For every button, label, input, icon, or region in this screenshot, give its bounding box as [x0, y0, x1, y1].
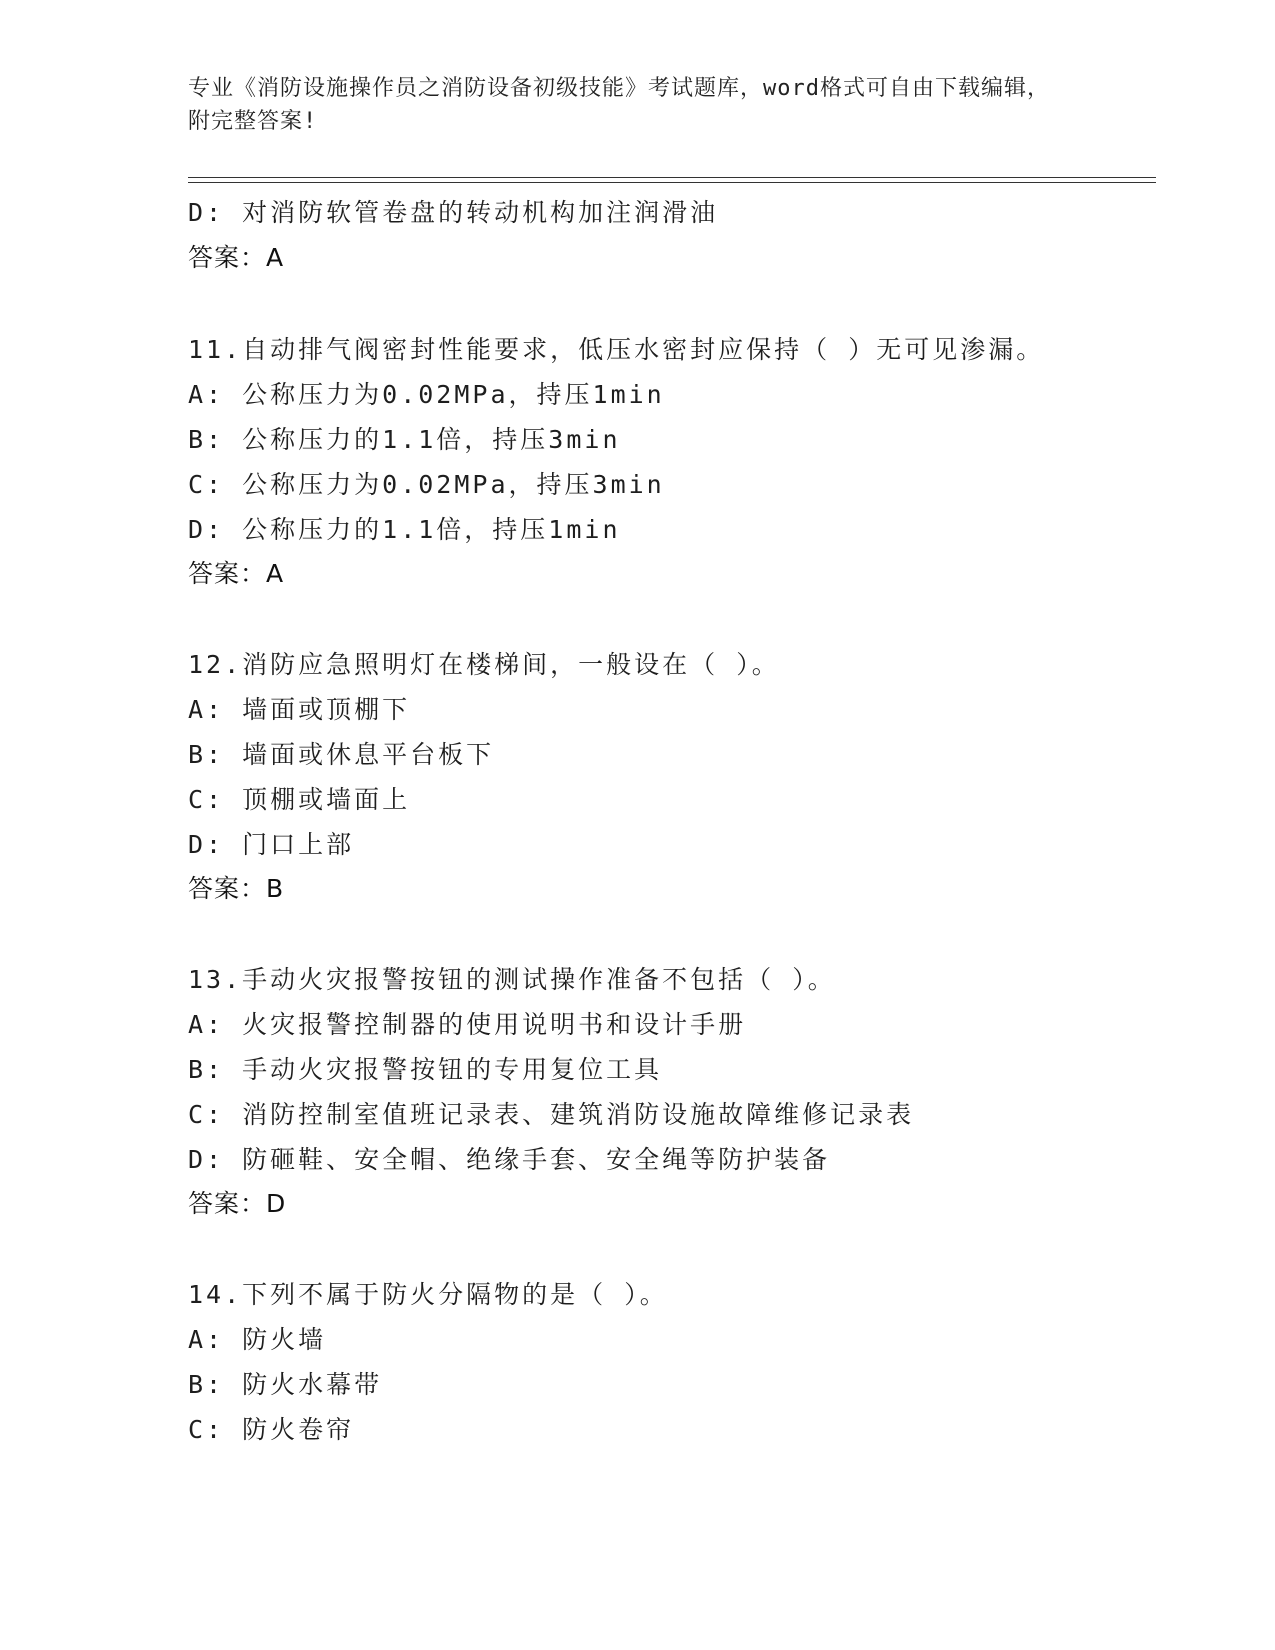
option-line: A: 火灾报警控制器的使用说明书和设计手册 — [188, 1010, 747, 1039]
option-line: D: 门口上部 — [188, 830, 355, 859]
option-line: A: 墙面或顶棚下 — [188, 695, 411, 724]
question-line: 12.消防应急照明灯在楼梯间，一般设在（ ）。 — [188, 650, 780, 679]
answer-line: 答案：A — [188, 243, 285, 272]
answer-line: 答案：D — [188, 1189, 287, 1218]
option-line: C: 公称压力为0.02MPa，持压3min — [188, 470, 665, 499]
option-line: D: 公称压力的1.1倍，持压1min — [188, 515, 621, 544]
document-header: 专业《消防设施操作员之消防设备初级技能》考试题库，word格式可自由下载编辑，附完整答案! — [188, 76, 1050, 134]
question-line: 14.下列不属于防火分隔物的是（ ）。 — [188, 1280, 668, 1309]
option-line: C: 顶棚或墙面上 — [188, 785, 411, 814]
question-line: 13.手动火灾报警按钮的测试操作准备不包括（ ）。 — [188, 965, 836, 994]
option-line: A: 公称压力为0.02MPa，持压1min — [188, 380, 665, 409]
option-line: B: 墙面或休息平台板下 — [188, 740, 495, 769]
option-line: A: 防火墙 — [188, 1325, 327, 1354]
question-line: 11.自动排气阀密封性能要求，低压水密封应保持（ ）无可见渗漏。 — [188, 335, 1045, 364]
option-line: B: 公称压力的1.1倍，持压3min — [188, 425, 621, 454]
option-line: D: 对消防软管卷盘的转动机构加注润滑油 — [188, 198, 719, 227]
header-divider-top — [188, 177, 1156, 178]
answer-line: 答案：A — [188, 559, 285, 588]
header-divider-bottom — [188, 182, 1156, 183]
answer-line: 答案：B — [188, 874, 285, 903]
option-line: D: 防砸鞋、安全帽、绝缘手套、安全绳等防护装备 — [188, 1145, 831, 1174]
option-line: B: 防火水幕带 — [188, 1370, 383, 1399]
option-line: C: 防火卷帘 — [188, 1415, 355, 1444]
option-line: C: 消防控制室值班记录表、建筑消防设施故障维修记录表 — [188, 1100, 915, 1129]
option-line: B: 手动火灾报警按钮的专用复位工具 — [188, 1055, 663, 1084]
